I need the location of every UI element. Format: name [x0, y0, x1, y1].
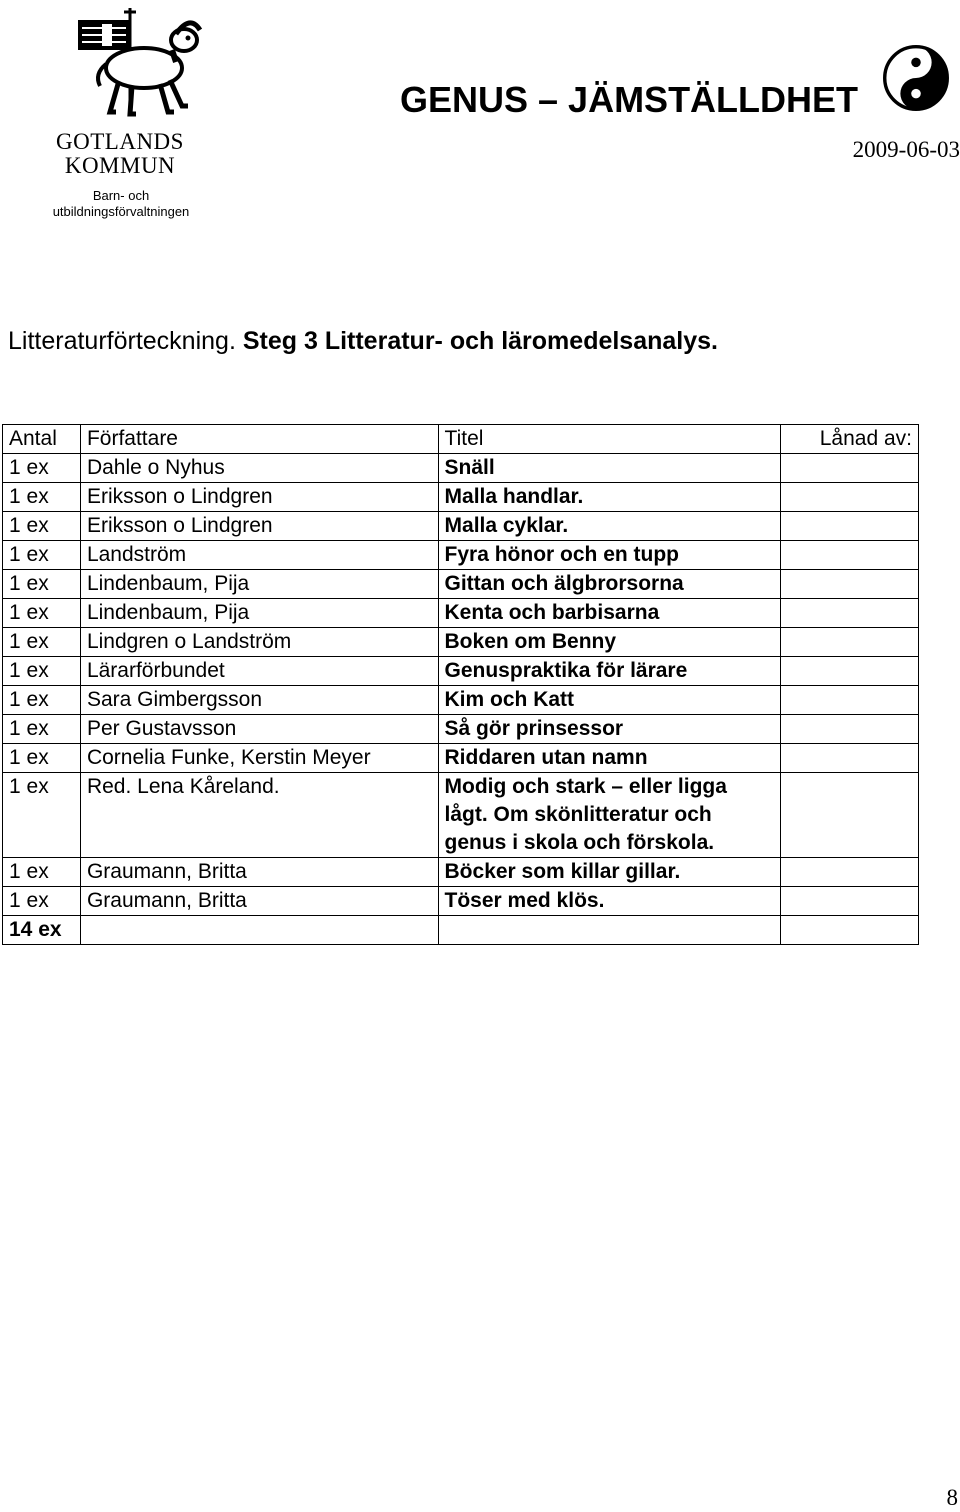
org-name-line1: GOTLANDS [56, 129, 184, 154]
heading-plain: Litteraturförteckning. [8, 327, 243, 355]
lamb-with-banner-logo [72, 4, 222, 124]
cell-title: Gittan och älgbrorsorna [438, 570, 781, 599]
table-row [3, 744, 919, 773]
cell-borrowed [781, 512, 919, 541]
cell-author: Lindgren o Landström [80, 628, 438, 657]
cell-author: Red. Lena Kåreland. [80, 773, 438, 858]
cell-count: 1 ex [3, 541, 81, 570]
book-list-table [2, 424, 919, 945]
header-count: Antal [3, 425, 81, 454]
cell-author: Lindenbaum, Pija [80, 570, 438, 599]
org-name-line2: KOMMUN [64, 153, 176, 178]
cell-author: Eriksson o Lindgren [80, 512, 438, 541]
cell-author: Per Gustavsson [80, 715, 438, 744]
cell-author: Sara Gimbergsson [80, 686, 438, 715]
cell-count: 1 ex [3, 858, 81, 887]
org-department [42, 188, 200, 220]
cell-count: 1 ex [3, 599, 81, 628]
cell-borrowed [781, 483, 919, 512]
header-borrowed: Lånad av: [781, 425, 919, 454]
document-date: 2009-06-03 [852, 137, 960, 162]
table-row [3, 715, 919, 744]
table-row [3, 657, 919, 686]
cell-title: Genuspraktika för lärare [438, 657, 781, 686]
table-row [3, 512, 919, 541]
cell-title: Fyra hönor och en tupp [438, 541, 781, 570]
table-row [3, 599, 919, 628]
cell-borrowed [781, 541, 919, 570]
table-row [3, 454, 919, 483]
yin-yang-icon [882, 44, 950, 112]
table-row [3, 773, 919, 858]
cell-borrowed [781, 744, 919, 773]
header-title: Titel [438, 425, 781, 454]
cell-count: 1 ex [3, 744, 81, 773]
cell-borrowed [781, 454, 919, 483]
cell-author: Lindenbaum, Pija [80, 599, 438, 628]
page-number: 8 [946, 1485, 958, 1510]
cell-count: 1 ex [3, 657, 81, 686]
org-name [50, 130, 190, 178]
table-row [3, 483, 919, 512]
cell-borrowed [781, 773, 919, 858]
cell-author: Dahle o Nyhus [80, 454, 438, 483]
cell-title: Kim och Katt [438, 686, 781, 715]
cell-borrowed [781, 628, 919, 657]
cell-author: Lärarförbundet [80, 657, 438, 686]
cell-author: Cornelia Funke, Kerstin Meyer [80, 744, 438, 773]
section-heading [8, 324, 718, 358]
table-row [3, 628, 919, 657]
cell-count: 1 ex [3, 512, 81, 541]
header-author: Författare [80, 425, 438, 454]
cell-author: Landström [80, 541, 438, 570]
table-row [3, 887, 919, 916]
org-sub-line1: Barn- och [92, 188, 150, 203]
document-title: GENUS – JÄMSTÄLLDHET [400, 79, 859, 120]
cell-borrowed [781, 715, 919, 744]
table-row [3, 858, 919, 887]
cell-title: Kenta och barbisarna [438, 599, 781, 628]
cell-borrowed [781, 887, 919, 916]
total-borrowed [781, 916, 919, 945]
cell-title: Riddaren utan namn [438, 744, 781, 773]
total-title [438, 916, 781, 945]
cell-author: Eriksson o Lindgren [80, 483, 438, 512]
table-row [3, 686, 919, 715]
total-author [80, 916, 438, 945]
cell-author: Graumann, Britta [80, 887, 438, 916]
cell-count: 1 ex [3, 570, 81, 599]
cell-count: 1 ex [3, 773, 81, 858]
cell-count: 1 ex [3, 454, 81, 483]
cell-title: Boken om Benny [438, 628, 781, 657]
cell-count: 1 ex [3, 628, 81, 657]
cell-title: Böcker som killar gillar. [438, 858, 781, 887]
cell-title: Töser med klös. [438, 887, 781, 916]
cell-title: Malla cyklar. [438, 512, 781, 541]
cell-title: Så gör prinsessor [438, 715, 781, 744]
org-logo [42, 4, 202, 222]
cell-borrowed [781, 570, 919, 599]
cell-title: Modig och stark – eller ligga lågt. Om skönlitteratur och genus i skola och förskola. [438, 773, 781, 858]
table-header-row [3, 425, 919, 454]
total-count: 14 ex [3, 916, 81, 945]
cell-borrowed [781, 858, 919, 887]
cell-borrowed [781, 599, 919, 628]
org-sub-line2: utbildningsförvaltningen [52, 204, 190, 219]
table-total-row [3, 916, 919, 945]
table-row [3, 541, 919, 570]
cell-count: 1 ex [3, 686, 81, 715]
heading-bold: Steg 3 Litteratur- och läromedelsanalys. [242, 327, 718, 355]
cell-count: 1 ex [3, 483, 81, 512]
cell-title: Malla handlar. [438, 483, 781, 512]
cell-borrowed [781, 686, 919, 715]
cell-count: 1 ex [3, 715, 81, 744]
cell-author: Graumann, Britta [80, 858, 438, 887]
table-row [3, 570, 919, 599]
cell-count: 1 ex [3, 887, 81, 916]
cell-title: Snäll [438, 454, 781, 483]
cell-borrowed [781, 657, 919, 686]
